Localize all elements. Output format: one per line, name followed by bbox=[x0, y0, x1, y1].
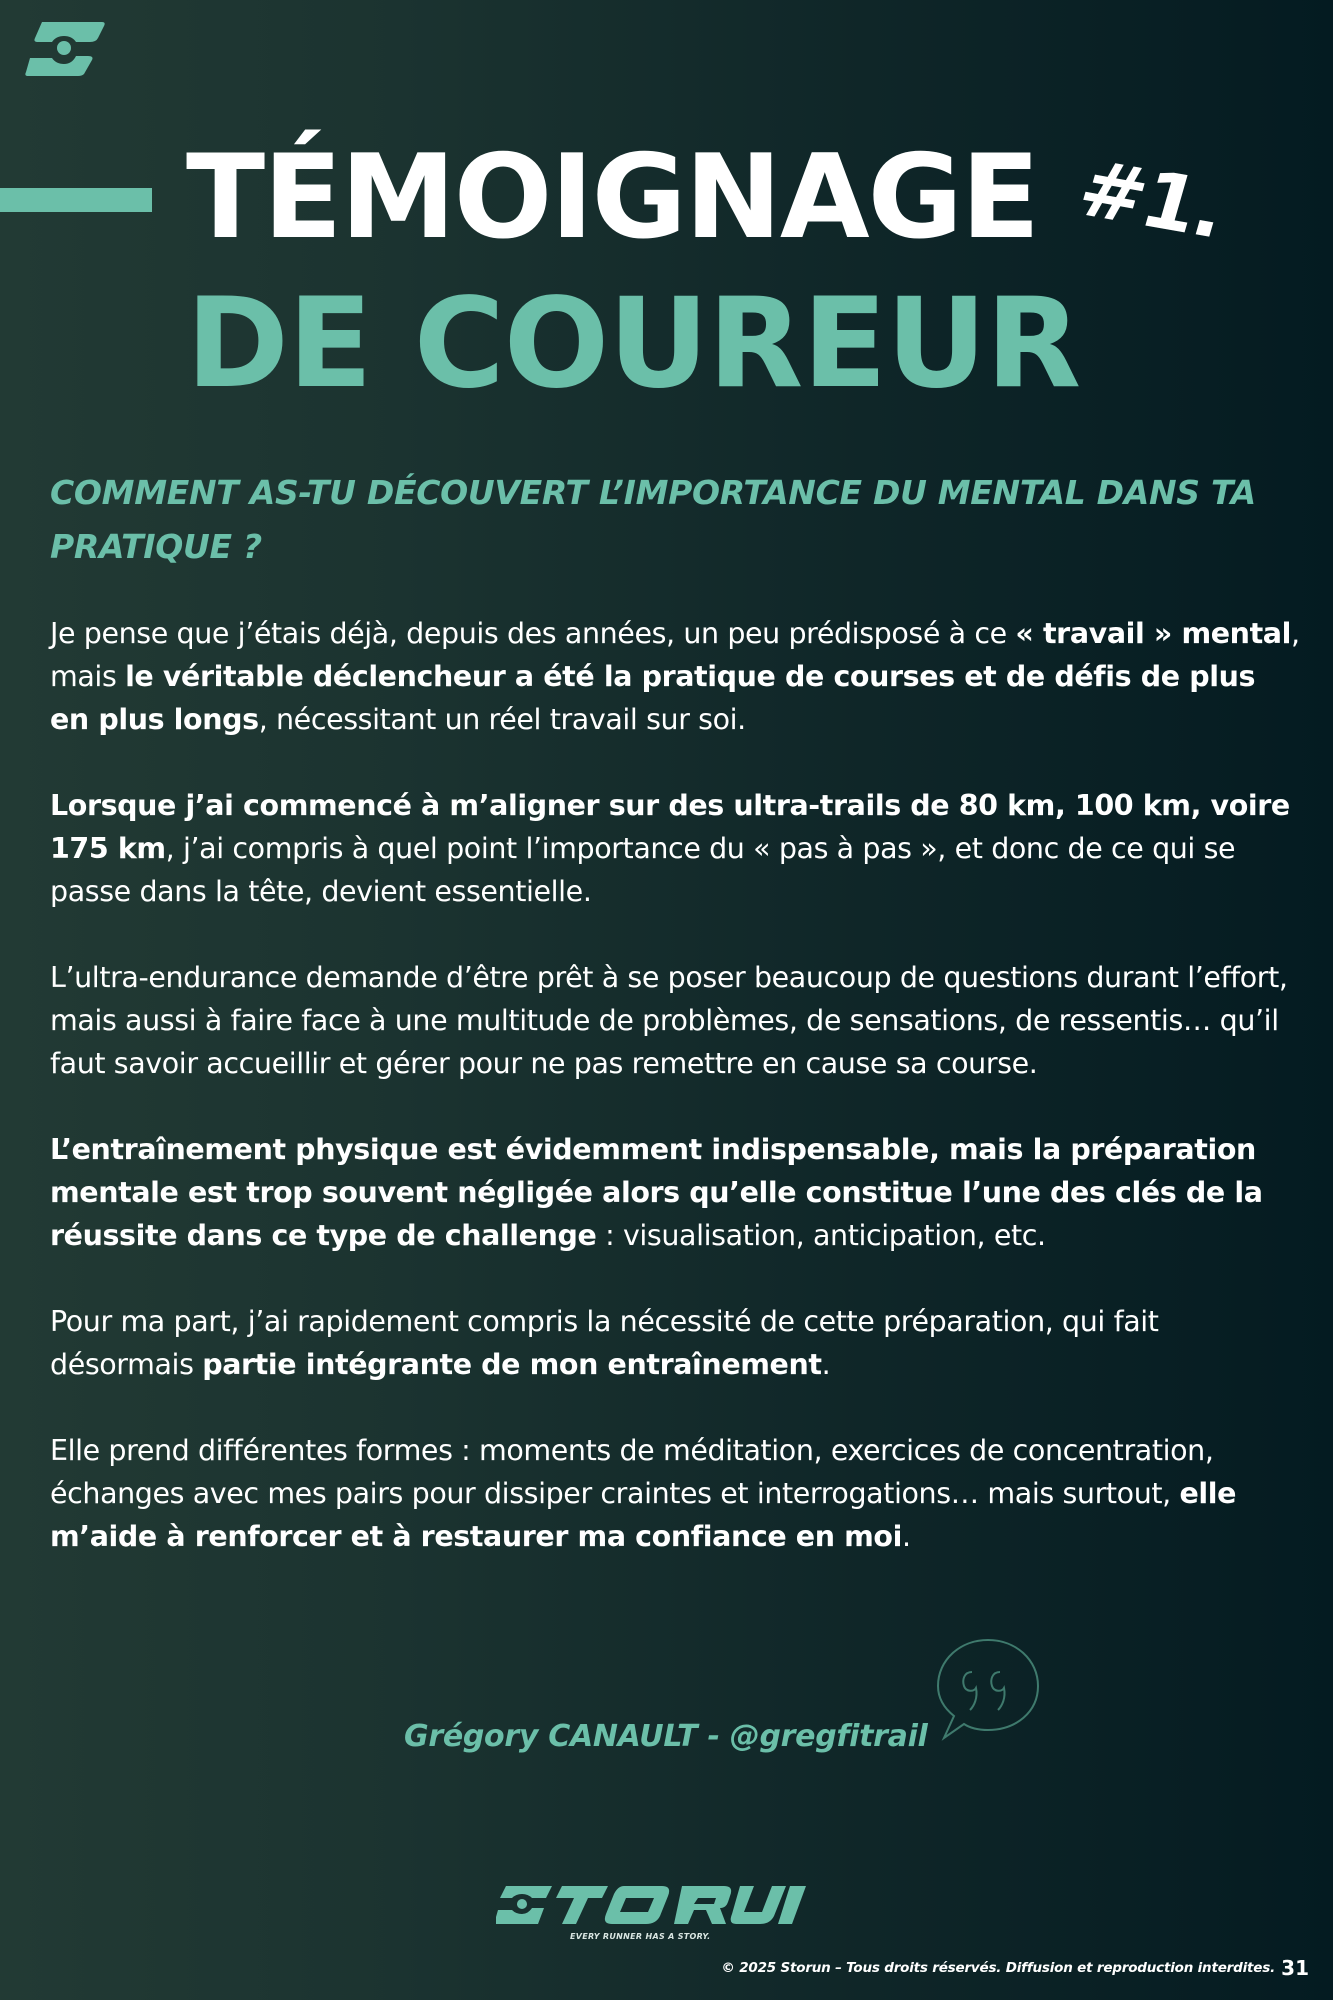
text-segment: , nécessitant un réel travail sur soi. bbox=[258, 703, 746, 736]
paragraph bbox=[50, 612, 1300, 741]
text-segment: : visualisation, anticipation, etc. bbox=[596, 1219, 1046, 1252]
paragraph bbox=[50, 1128, 1300, 1257]
brand-tagline: EVERY RUNNER HAS A STORY. bbox=[570, 1932, 711, 1941]
paragraph bbox=[50, 956, 1300, 1085]
text-segment: Je pense que j’étais déjà, depuis des années, un peu prédisposé à ce bbox=[50, 617, 1016, 650]
page-number: 31 bbox=[1281, 1956, 1309, 1980]
text-segment: , mais bbox=[50, 617, 1300, 693]
storun-logo-mark-icon bbox=[24, 20, 106, 78]
speech-bubble-quote-icon bbox=[932, 1636, 1044, 1744]
testimony-body bbox=[50, 612, 1300, 1601]
text-segment: L’ultra-endurance demande d’être prêt à se poser beaucoup de questions durant l’effort, mais aussi à faire face à une multitude de problèmes, de sensations, de ressentis… qu’il faut savoir accueillir et gérer pour ne pas remettre en cause sa course. bbox=[50, 961, 1288, 1080]
text-segment: Pour ma part, j’ai rapidement compris la nécessité de cette préparation, qui fait désormais bbox=[50, 1305, 1159, 1381]
text-segment-bold: partie intégrante de mon entraînement bbox=[202, 1348, 822, 1381]
text-segment: . bbox=[821, 1348, 831, 1381]
page-title-line1: TÉMOIGNAGE bbox=[186, 130, 1039, 265]
interview-question: COMMENT AS-TU DÉCOUVERT L’IMPORTANCE DU MENTAL DANS TA PRATIQUE ? bbox=[50, 473, 1256, 566]
page-title-line2: DE COUREUR bbox=[186, 272, 1081, 416]
paragraph bbox=[50, 1429, 1300, 1558]
author-attribution: Grégory CANAULT - @gregfitrail bbox=[404, 1719, 928, 1754]
paragraph bbox=[50, 1300, 1300, 1386]
title-accent-bar bbox=[0, 188, 152, 212]
copyright-notice: © 2025 Storun – Tous droits réservés. Diffusion et reproduction interdites. bbox=[721, 1960, 1275, 1976]
text-segment-bold: le véritable déclencheur a été la pratique de courses et de défis de plus en plus longs bbox=[50, 660, 1256, 736]
testimony-number-badge: #1. bbox=[1068, 144, 1235, 257]
text-segment-bold: L’entraînement physique est évidemment indispensable, mais la préparation mentale est trop souvent négligée alors qu’elle constitue l’une des clés de la réussite dans ce type de challenge bbox=[50, 1133, 1263, 1252]
text-segment: Elle prend différentes formes : moments de méditation, exercices de concentration, échanges avec mes pairs pour dissiper craintes et interrogations… mais surtout, bbox=[50, 1434, 1214, 1510]
text-segment-bold: Lorsque j’ai commencé à m’aligner sur des ultra-trails de 80 km, 100 km, voire 175 km bbox=[50, 789, 1290, 865]
storun-brand-logo bbox=[496, 1884, 806, 1926]
text-segment: . bbox=[901, 1520, 911, 1553]
text-segment: , j’ai compris à quel point l’importance du « pas à pas », et donc de ce qui se passe dans la tête, devient essentielle. bbox=[50, 832, 1236, 908]
text-segment-bold: elle m’aide à renforcer et à restaurer ma confiance en moi bbox=[50, 1477, 1237, 1553]
paragraph bbox=[50, 784, 1300, 913]
text-segment-bold: « travail » mental bbox=[1015, 617, 1291, 650]
